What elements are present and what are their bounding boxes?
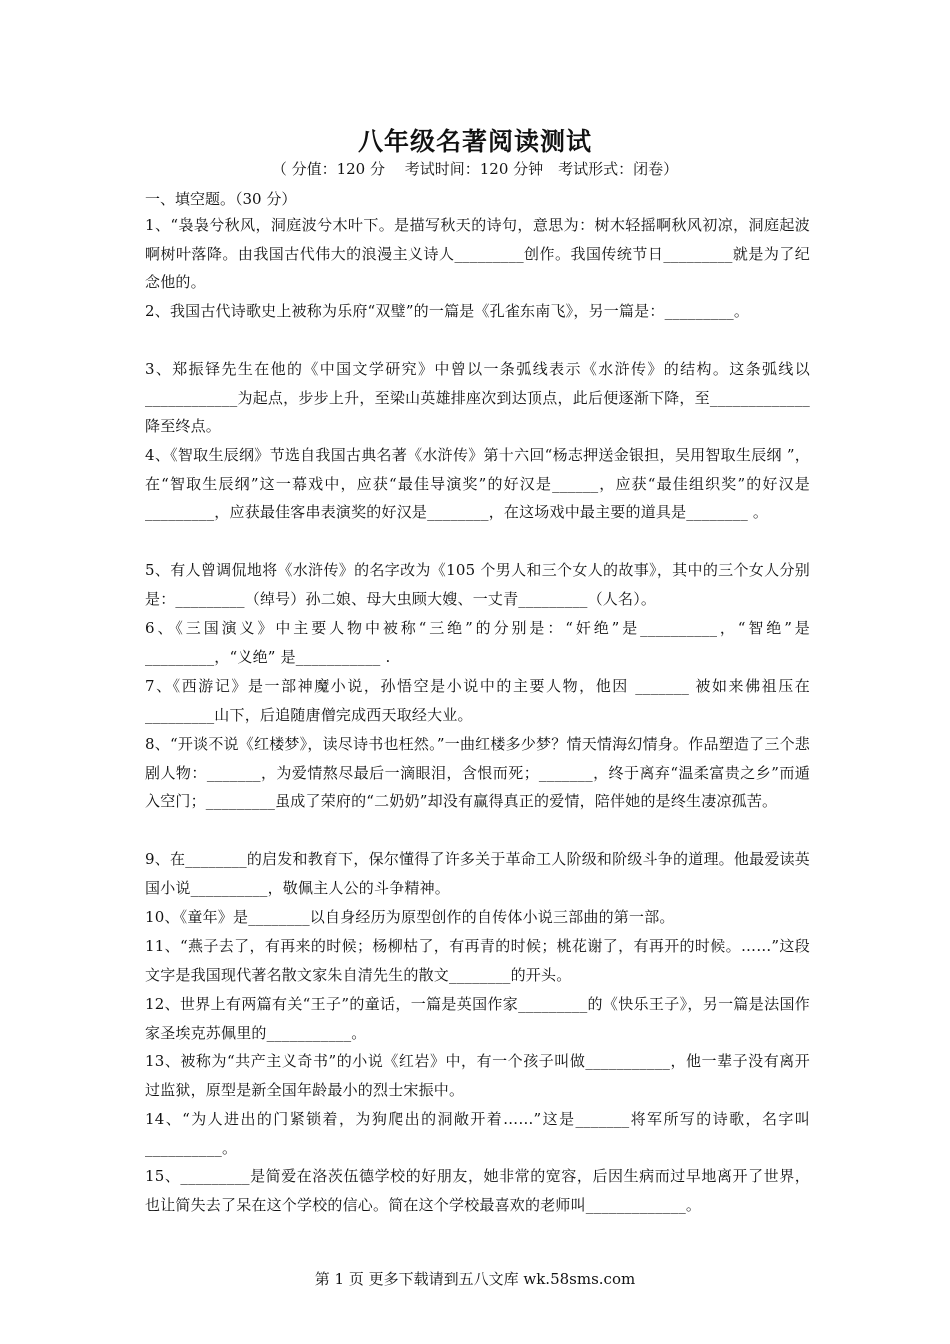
question-15: 15、_________是简爱在洛茨伍德学校的好朋友，她非常的宽容，后因生病而过早地离开了世界，也让简失去了呆在这个学校的信心。简在这个学校最喜欢的老师叫_____________。 xyxy=(145,1167,810,1214)
question-5: 5、有人曾调侃地将《水浒传》的名字改为《105 个男人和三个女人的故事》，其中的三个女人分别是：_________（绰号）孙二娘、母大虫顾大嫂、一丈青_________（人名）。 xyxy=(145,561,810,608)
question-14: 14、“为人进出的门紧锁着，为狗爬出的洞敞开着……”这是_______将军所写的诗歌，名字叫__________。 xyxy=(145,1110,810,1157)
section-heading: 一、填空题。（30 分） xyxy=(145,190,297,208)
question-4: 4、《智取生辰纲》节选自我国古典名著《水浒传》第十六回“杨志押送金银担，吴用智取生辰纲 ”，在“智取生辰纲”这一幕戏中，应获“最佳导演奖”的好汉是______，应获“最佳组织奖”的好汉是_________，应获最佳客串表演奖的好汉是________，在这场戏中最主要的道具是________ 。 xyxy=(145,446,810,521)
question-12: 12、世界上有两篇有关“王子”的童话，一篇是英国作家_________的《快乐王子》，另一篇是法国作家圣埃克苏佩里的___________。 xyxy=(145,995,810,1042)
exam-info: （ 分值：120 分 考试时间：120 分钟 考试形式：闭卷） xyxy=(271,160,679,178)
question-11: 11、“燕子去了，有再来的时候；杨柳枯了，有再青的时候；桃花谢了，有再开的时候。……”这段文字是我国现代著名散文家朱自清先生的散文________的开头。 xyxy=(145,937,810,984)
question-8: 8、“开谈不说《红楼梦》，读尽诗书也枉然。”一曲红楼多少梦？情天情海幻情身。作品塑造了三个悲剧人物：_______，为爱情熬尽最后一滴眼泪，含恨而死；_______，终于离弃“温柔富贵之乡”而遁入空门；_________虽成了荣府的“二奶奶”却没有赢得真正的爱情，陪伴她的是终生凄凉孤苦。 xyxy=(145,735,810,810)
question-1: 1、“袅袅兮秋风，洞庭波兮木叶下。是描写秋天的诗句，意思为：树木轻摇啊秋风初凉，洞庭起波啊树叶落降。由我国古代伟大的浪漫主义诗人_________创作。我国传统节日_________就是为了纪念他的。 xyxy=(145,216,810,291)
page-footer: 第 1 页 更多下载请到五八文库 wk.58sms.com xyxy=(314,1270,636,1288)
question-7: 7、《西游记》是一部神魔小说，孙悟空是小说中的主要人物，他因 _______ 被如来佛祖压在_________山下，后追随唐僧完成西天取经大业。 xyxy=(145,677,810,724)
question-13: 13、被称为“共产主义奇书”的小说《红岩》中，有一个孩子叫做___________，他一辈子没有离开过监狱，原型是新全国年龄最小的烈士宋振中。 xyxy=(145,1052,810,1099)
question-6: 6、《三国演义》中主要人物中被称“三绝”的分别是：“奸绝”是__________，“智绝”是_________，“义绝” 是___________ . xyxy=(145,619,810,666)
question-10: 10、《童年》是________以自身经历为原型创作的自传体小说三部曲的第一部。 xyxy=(145,908,675,926)
page-title: 八年级名著阅读测试 xyxy=(357,127,592,156)
question-2: 2、我国古代诗歌史上被称为乐府“双璧”的一篇是《孔雀东南飞》，另一篇是：_________。 xyxy=(145,302,750,320)
question-9: 9、在________的启发和教育下，保尔懂得了许多关于革命工人阶级和阶级斗争的道理。他最爱读英国小说__________，敬佩主人公的斗争精神。 xyxy=(145,850,810,897)
question-3: 3、郑振铎先生在他的《中国文学研究》中曾以一条弧线表示《水浒传》的结构。这条弧线以____________为起点，步步上升，至梁山英雄排座次到达顶点，此后便逐渐下降，至_____________降至终点。 xyxy=(145,360,810,435)
